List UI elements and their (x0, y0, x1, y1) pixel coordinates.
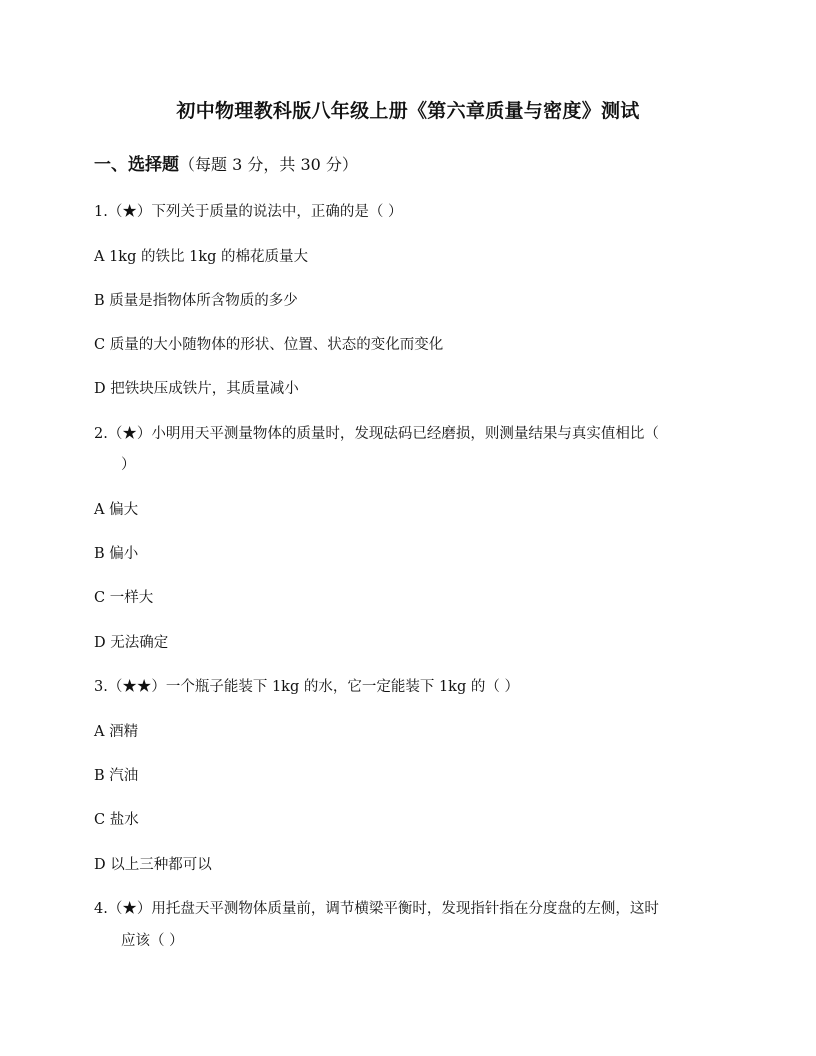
question-4-stem: 4.（★）用托盘天平测物体质量前，调节横梁平衡时，发现指针指在分度盘的左侧，这时 (94, 901, 659, 917)
question-2-stem-continuation: ） (121, 457, 136, 473)
question-3-option-c: C 盐水 (94, 812, 139, 828)
section-scoring-note: （每题 3 分，共 30 分） (179, 155, 358, 174)
question-2-stem: 2.（★）小明用天平测量物体的质量时，发现砝码已经磨损，则测量结果与真实值相比（ (94, 426, 659, 442)
question-2-option-b: B 偏小 (94, 546, 139, 562)
document-title: 初中物理教科版八年级上册《第六章质量与密度》测试 (176, 100, 640, 122)
question-1-option-c: C 质量的大小随物体的形状、位置、状态的变化而变化 (94, 337, 444, 353)
question-3-option-a: A 酒精 (94, 724, 139, 740)
section-heading (94, 150, 358, 175)
question-3-stem: 3.（★★）一个瓶子能装下 1kg 的水，它一定能装下 1kg 的（ ） (94, 679, 519, 695)
question-1-stem: 1.（★）下列关于质量的说法中，正确的是（ ） (94, 204, 403, 220)
question-2-option-d: D 无法确定 (94, 635, 169, 651)
question-4-stem-continuation: 应该（ ） (121, 933, 184, 949)
question-1-option-b: B 质量是指物体所含物质的多少 (94, 293, 298, 309)
question-1-option-a: A 1kg 的铁比 1kg 的棉花质量大 (94, 249, 308, 265)
question-1-option-d: D 把铁块压成铁片，其质量减小 (94, 381, 299, 397)
question-3-option-d: D 以上三种都可以 (94, 857, 212, 873)
section-title: 一、选择题 (94, 155, 179, 175)
question-2-option-c: C 一样大 (94, 590, 154, 606)
question-2-option-a: A 偏大 (94, 502, 139, 518)
question-3-option-b: B 汽油 (94, 768, 139, 784)
